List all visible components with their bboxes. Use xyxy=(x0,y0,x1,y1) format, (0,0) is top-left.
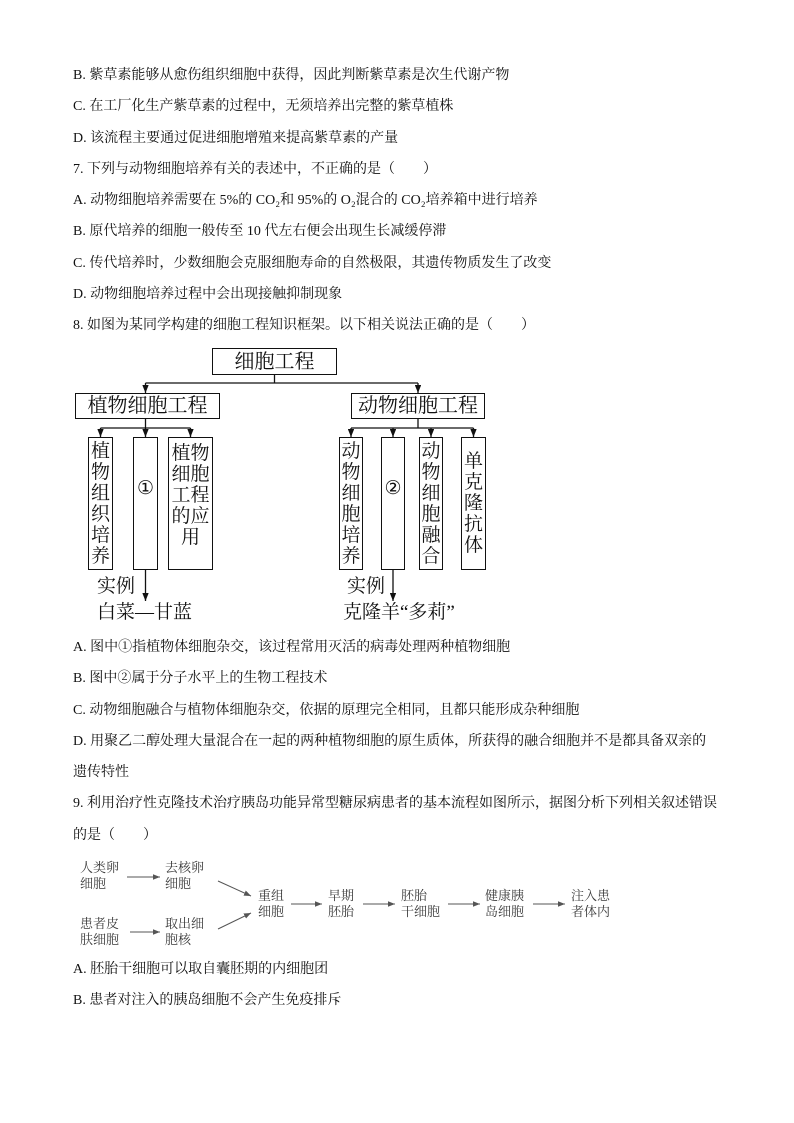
flow-node-line: 人类卵 xyxy=(80,860,120,875)
blank-2-label: ② xyxy=(384,478,402,499)
q9-option-b: B. 患者对注入的胰岛细胞不会产生免疫排斥 xyxy=(73,993,342,1009)
arrow xyxy=(218,913,251,929)
q7-stem: 7. 下列与动物细胞培养有关的表述中，不正确的是（ ） xyxy=(73,161,437,177)
plant-application-label: 植物细胞工程的应用 xyxy=(171,443,210,548)
flow-node-egg-cell xyxy=(80,860,119,892)
animal-engineering-box xyxy=(351,393,485,419)
q6-option-b: B. 紫草素能够从愈伤组织细胞中获得，因此判断紫草素是次生代谢产物 xyxy=(73,68,510,83)
flow-node-line: 岛细胞 xyxy=(485,904,525,919)
animal-cell-fusion-label: 动物细胞融合 xyxy=(421,440,441,567)
q7-option-b: B. 原代培养的细胞一般传至 10 代左右便会出现生长减缓停滞 xyxy=(73,224,447,240)
flow-node-line: 健康胰 xyxy=(485,888,525,903)
monoclonal-antibody-label: 单克隆抗体 xyxy=(463,451,483,556)
flow-node-line: 患者皮 xyxy=(80,916,120,931)
flow-node-line: 细胞 xyxy=(258,904,285,919)
animal-example: 克隆羊“多莉” xyxy=(343,602,455,623)
flow-node-line: 去核卵 xyxy=(165,860,205,875)
flow-node-line: 干细胞 xyxy=(401,904,441,919)
q7-option-a: A. 动物细胞培养需要在 5%的 CO₂和 95%的 O₂混合的 CO₂培养箱中进行培养 xyxy=(73,193,538,209)
plant-application-box xyxy=(168,437,213,570)
q8-option-a: A. 图中①指植物体细胞杂交，该过程常用灭活的病毒处理两种植物细胞 xyxy=(73,640,511,655)
q6-option-c: C. 在工厂化生产紫草素的过程中，无须培养出完整的紫草植株 xyxy=(73,99,454,115)
q9-option-a: A. 胚胎干细胞可以取自囊胚期的内细胞团 xyxy=(73,962,329,977)
q9-stem-wrap: 的是（ ） xyxy=(73,827,157,843)
flow-node-line: 胚胎 xyxy=(328,904,355,919)
diagram-root-box xyxy=(212,348,337,375)
flow-node-line: 者体内 xyxy=(571,904,611,919)
flow-node-islet-cell xyxy=(485,888,524,920)
q8-stem: 8. 如图为某同学构建的细胞工程知识框架。以下相关说法正确的是（ ） xyxy=(73,318,535,334)
animal-example-label: 实例 xyxy=(347,576,386,597)
flow-node-line: 早期 xyxy=(328,888,355,903)
plant-example: 白菜—甘蓝 xyxy=(97,602,193,623)
animal-engineering-label: 动物细胞工程 xyxy=(358,395,478,417)
flow-node-line: 胞核 xyxy=(165,932,192,947)
flow-node-injection xyxy=(571,888,610,920)
q6-option-d: D. 该流程主要通过促进细胞增殖来提高紫草素的产量 xyxy=(73,130,399,146)
blank-2-box xyxy=(381,437,405,570)
flow-node-nucleus xyxy=(165,916,204,948)
flow-node-line: 重组 xyxy=(258,888,285,903)
flow-node-line: 肤细胞 xyxy=(80,932,120,947)
animal-cell-fusion-box xyxy=(419,437,443,570)
plant-tissue-culture-label: 植物组织培养 xyxy=(90,440,110,567)
plant-engineering-box xyxy=(75,393,220,419)
q9-stem: 9. 利用治疗性克隆技术治疗胰岛功能异常型糖尿病患者的基本流程如图所示，据图分析下列相关叙述错误 xyxy=(73,796,717,812)
animal-cell-culture-label: 动物细胞培养 xyxy=(341,440,361,567)
questions-block-middle xyxy=(73,632,717,851)
q8-option-b: B. 图中②属于分子水平上的生物工程技术 xyxy=(73,671,328,687)
blank-1-label: ① xyxy=(136,478,155,499)
flow-node-line: 注入患 xyxy=(571,888,611,903)
questions-block-bottom xyxy=(73,954,341,1017)
questions-block-top xyxy=(73,60,551,342)
monoclonal-antibody-box xyxy=(461,437,486,570)
q7-option-c: C. 传代培养时，少数细胞会克服细胞寿命的自然极限，其遗传物质发生了改变 xyxy=(73,255,552,271)
plant-example-label: 实例 xyxy=(97,576,136,597)
q8-option-d-wrap: 遗传特性 xyxy=(73,765,129,781)
plant-tissue-culture-box xyxy=(88,437,113,570)
flow-node-line: 胚胎 xyxy=(401,888,428,903)
blank-1-box xyxy=(133,437,158,570)
q8-option-d: D. 用聚乙二醇处理大量混合在一起的两种植物细胞的原生质体，所获得的融合细胞并不是都具备双亲的 xyxy=(73,733,707,749)
arrow xyxy=(218,881,251,896)
animal-cell-culture-box xyxy=(339,437,363,570)
flow-node-stem-cell xyxy=(401,888,440,920)
flow-node-line: 细胞 xyxy=(80,876,107,891)
flow-node-recombined-cell xyxy=(258,888,284,920)
diagram-root-label: 细胞工程 xyxy=(234,350,315,373)
flow-node-line: 细胞 xyxy=(165,876,192,891)
flow-node-early-embryo xyxy=(328,888,354,920)
q8-option-c: C. 动物细胞融合与植物体细胞杂交，依据的原理完全相同，且都只能形成杂种细胞 xyxy=(73,702,580,718)
flow-node-line: 取出细 xyxy=(165,916,205,931)
flow-node-skin-cell xyxy=(80,916,119,948)
flow-node-enucleated-egg xyxy=(165,860,204,892)
q7-option-d: D. 动物细胞培养过程中会出现接触抑制现象 xyxy=(73,287,343,303)
plant-engineering-label: 植物细胞工程 xyxy=(87,395,208,417)
